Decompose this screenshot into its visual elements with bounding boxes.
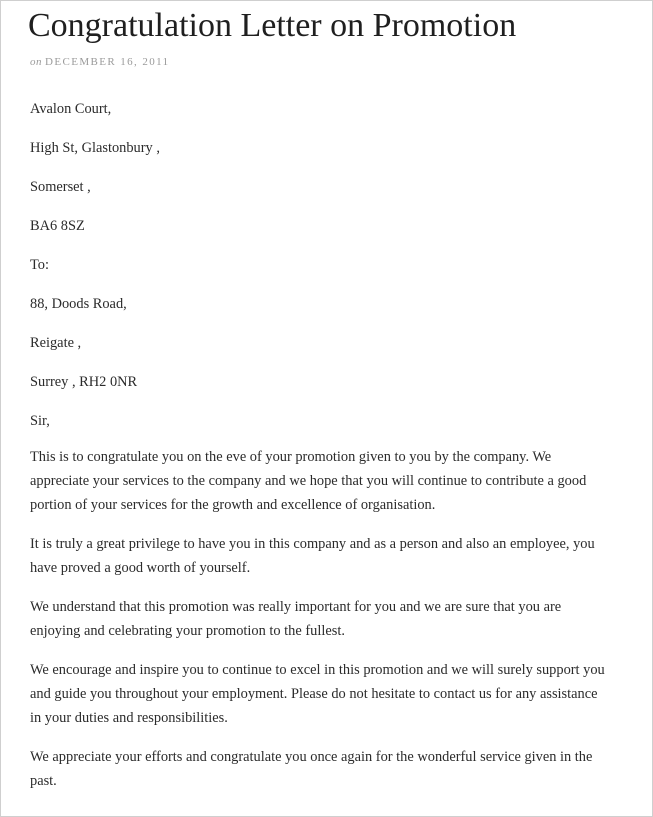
- letter-body: [30, 94, 610, 808]
- letter-paragraph: This is to congratulate you on the eve of your promotion given to you by the company. We appreciate your services to the company and we hope that you will continue to contribute a good portion of your services for the growth and excellence of organisation.: [30, 449, 587, 513]
- sender-address-line: High St, Glastonbury ,: [30, 140, 160, 156]
- recipient-address-line: 88, Doods Road,: [30, 296, 127, 312]
- sender-address-line: Avalon Court,: [30, 101, 112, 117]
- recipient-address-line: Surrey , RH2 0NR: [30, 374, 138, 390]
- date-prefix: on: [30, 56, 42, 68]
- recipient-address-line: Reigate ,: [30, 335, 82, 351]
- page-title: Congratulation Letter on Promotion: [28, 7, 517, 44]
- salutation: Sir,: [30, 413, 50, 429]
- sender-address-line: BA6 8SZ: [30, 218, 85, 234]
- letter-paragraph: It is truly a great privilege to have you in this company and as a person and also an employee, you have proved a good worth of yourself.: [30, 536, 595, 576]
- post-date: [30, 56, 170, 68]
- letter-paragraph: We understand that this promotion was really important for you and we are sure that you are enjoying and celebrating your promotion to the fullest.: [30, 599, 562, 639]
- letter-paragraph: We encourage and inspire you to continue to excel in this promotion and we will surely support you and guide you throughout your employment. Please do not hesitate to contact us for any assistance in your duties and responsibilities.: [30, 662, 605, 726]
- sender-address-line: Somerset ,: [30, 179, 91, 195]
- date-value: DECEMBER 16, 2011: [45, 56, 170, 68]
- letter-paragraph: We appreciate your efforts and congratulate you once again for the wonderful service given in the past.: [30, 749, 593, 789]
- to-label: To:: [30, 257, 49, 273]
